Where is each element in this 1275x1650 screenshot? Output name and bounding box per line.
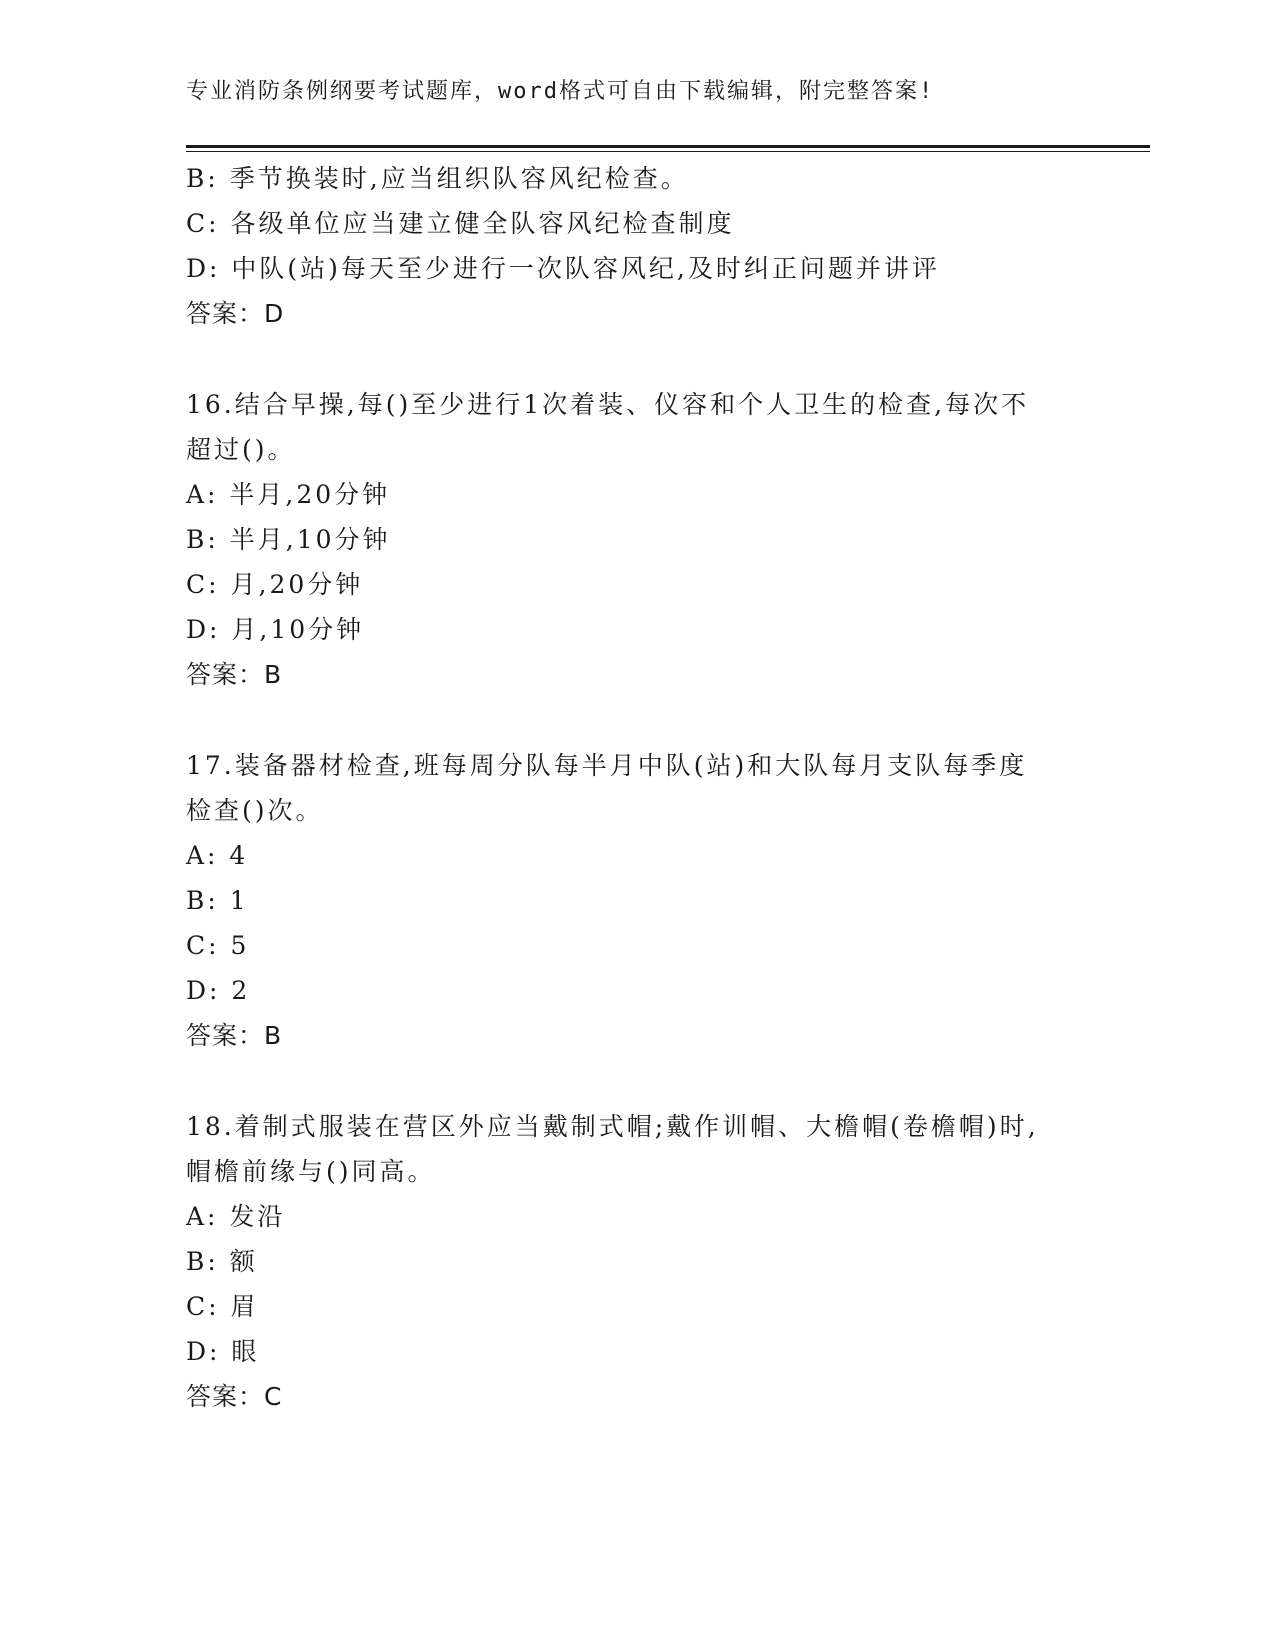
answer-line: 答案：C — [186, 1382, 283, 1411]
option-b: B: 半月,10分钟 — [186, 525, 391, 554]
answer-line: 答案：B — [186, 1021, 283, 1050]
option-b: B: 额 — [186, 1247, 258, 1276]
option-a: A: 发沿 — [186, 1202, 286, 1231]
header-divider-thin — [186, 151, 1150, 152]
question-16 — [186, 382, 1086, 697]
option-d: D: 2 — [186, 976, 251, 1005]
option-b: B: 1 — [186, 886, 249, 915]
question-stem: 16.结合早操,每()至少进行1次着装、仪容和个人卫生的检查,每次不 — [186, 390, 1030, 419]
question-stem: 超过()。 — [186, 435, 296, 464]
option-b: B: 季节换装时,应当组织队容风纪检查。 — [186, 164, 689, 193]
option-c: C: 眉 — [186, 1292, 259, 1321]
question-continued — [186, 156, 1086, 336]
option-d: D: 眼 — [186, 1337, 260, 1366]
option-c: C: 各级单位应当建立健全队容风纪检查制度 — [186, 209, 735, 238]
answer-line: 答案：B — [186, 660, 283, 689]
question-stem: 帽檐前缘与()同高。 — [186, 1157, 436, 1186]
page-header: 专业消防条例纲要考试题库，word格式可自由下载编辑，附完整答案! — [186, 79, 935, 104]
option-c: C: 5 — [186, 931, 250, 960]
question-stem: 检查()次。 — [186, 796, 324, 825]
option-d: D: 中队(站)每天至少进行一次队容风纪,及时纠正问题并讲评 — [186, 254, 940, 283]
answer-line: 答案：D — [186, 299, 285, 328]
option-a: A: 半月,20分钟 — [186, 480, 391, 509]
question-list — [186, 156, 1086, 1419]
question-stem: 18.着制式服装在营区外应当戴制式帽;戴作训帽、大檐帽(卷檐帽)时, — [186, 1112, 1039, 1141]
option-d: D: 月,10分钟 — [186, 615, 365, 644]
question-stem: 17.装备器材检查,班每周分队每半月中队(站)和大队每月支队每季度 — [186, 751, 1028, 780]
option-a: A: 4 — [186, 841, 249, 870]
header-divider-thick — [186, 145, 1150, 148]
question-17 — [186, 743, 1086, 1058]
question-18 — [186, 1104, 1086, 1419]
option-c: C: 月,20分钟 — [186, 570, 364, 599]
